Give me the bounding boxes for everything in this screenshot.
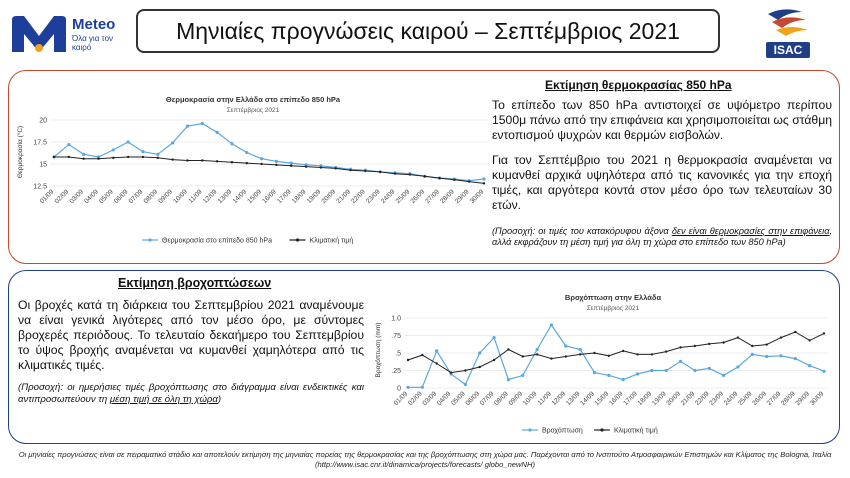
legend-label: Θερμοκρασία στο επίπεδο 850 hPa [162, 237, 272, 245]
y-axis-label: Θερμοκρασία (°C) [17, 125, 24, 179]
data-point [665, 369, 668, 372]
data-point [438, 177, 440, 179]
x-tick-label: 10/09 [172, 188, 189, 206]
x-tick-label: 29/09 [453, 188, 471, 206]
data-point [435, 362, 437, 364]
data-point [708, 343, 710, 345]
data-point [478, 351, 481, 354]
data-point [779, 354, 782, 357]
data-point [245, 151, 248, 154]
x-tick-label: 26/09 [409, 188, 427, 206]
data-point [593, 352, 595, 354]
logo-name: Meteo [72, 16, 116, 33]
data-point [493, 359, 495, 361]
y-tick-label: .25 [391, 368, 401, 375]
x-tick-label: 05/09 [450, 390, 467, 408]
data-point [171, 141, 174, 144]
x-tick-label: 30/09 [468, 188, 486, 206]
x-tick-label: 30/09 [808, 390, 826, 408]
y-tick-label: 1.0 [391, 315, 401, 323]
data-point [68, 156, 70, 158]
data-point [320, 166, 322, 168]
isac-emblem-icon [758, 4, 818, 62]
data-point [536, 353, 538, 355]
data-point [171, 158, 173, 160]
series-line [54, 157, 484, 183]
x-tick-label: 18/09 [290, 188, 308, 206]
data-point [550, 357, 552, 359]
x-tick-label: 23/09 [708, 390, 726, 408]
data-point [141, 150, 144, 153]
legend-label: Βροχόπτωση [542, 427, 583, 435]
x-tick-label: 16/09 [607, 390, 625, 408]
note-underlined-text: μέση τιμή σε όλη τη χώρα [109, 394, 218, 405]
data-point [794, 331, 796, 333]
page-title: Μηνιαίες προγνώσεις καιρού – Σεπτέμβριος 2021 [136, 9, 720, 53]
data-point [482, 177, 485, 180]
data-point [751, 353, 754, 356]
data-point [290, 165, 292, 167]
x-tick-label: 13/09 [564, 390, 582, 408]
data-point [157, 157, 159, 159]
x-tick-label: 05/09 [98, 188, 115, 206]
data-point [464, 383, 467, 386]
data-point [708, 367, 711, 370]
data-point [736, 365, 739, 368]
data-point [468, 180, 470, 182]
data-point [423, 175, 425, 177]
data-point [127, 156, 129, 158]
data-point [97, 158, 99, 160]
note-underlined-text: δεν είναι θερμοκρασίες στην επιφάνεια [671, 226, 830, 236]
x-tick-label: 12/09 [201, 188, 219, 206]
x-tick-label: 19/09 [650, 390, 668, 408]
chart-subtitle: Σεπτέμβριος 2021 [226, 107, 280, 114]
data-point [822, 370, 825, 373]
data-point [464, 369, 466, 371]
data-point [450, 371, 452, 373]
note-text: (Προσοχή: οι ημερήσιες τιμές βροχόπτωσης στο διάγραμμα είναι ενδεικτικές και αντιπροσωπεύουν τη [18, 382, 364, 405]
x-tick-label: 27/09 [765, 390, 783, 408]
data-point [82, 158, 84, 160]
x-tick-label: 02/09 [53, 188, 71, 206]
data-point [823, 332, 825, 334]
data-point [808, 339, 810, 341]
data-point [406, 386, 409, 389]
x-tick-label: 23/09 [364, 188, 382, 206]
x-tick-label: 28/09 [780, 390, 797, 408]
data-point [421, 386, 424, 389]
precipitation-note [18, 382, 364, 406]
chart-title: Βροχόπτωση στην Ελλάδα [564, 293, 662, 302]
logo-tagline: Όλα για τον καιρό [72, 34, 114, 52]
data-point [290, 162, 293, 165]
x-tick-label: 01/09 [38, 188, 56, 206]
x-tick-label: 25/09 [737, 390, 754, 408]
data-point [186, 159, 188, 161]
data-point [765, 343, 767, 345]
data-point [650, 369, 653, 372]
x-tick-label: 03/09 [421, 390, 439, 408]
x-tick-label: 08/09 [493, 390, 510, 408]
data-point [679, 360, 682, 363]
data-point [435, 349, 438, 352]
y-tick-label: 12.5 [33, 183, 47, 191]
data-point [216, 160, 218, 162]
x-tick-label: 24/09 [722, 390, 740, 408]
data-point [335, 167, 337, 169]
data-point [522, 355, 524, 357]
footer-disclaimer: Οι μηνιαίες προγνώσεις είναι σε πειραματικό στάδιο και αποτελούν εκτίμηση της μηνιαίας πορείας της θερμοκρασίας και της βροχόπτωσης στη χώρα μας. Παρέχονται από το Ινστιτούτο Ατμοσφαιρικών Επιστημών και Κλίματος της Bologna, Ιταλία (http://www.isac.cnr.it/dinamica/projects/forecasts/ globo_newNH) [18, 450, 832, 469]
data-point [564, 344, 567, 347]
data-point [201, 122, 204, 125]
data-point [231, 161, 233, 163]
legend-marker [148, 238, 151, 241]
data-point [608, 355, 610, 357]
data-point [186, 125, 189, 128]
note-text: (Προσοχή: οι τιμές του κατακόρυφου άξονα [492, 226, 672, 236]
note-text: ) [217, 394, 222, 405]
x-tick-label: 27/09 [424, 188, 441, 206]
precipitation-paragraph: Οι βροχές κατά τη διάρκεια του Σεπτεμβρίου 2021 αναμένουμε να είναι γενικά λιγότερες από τον μέσο όρο, με σύντομες βροχερές περιόδους. Το τελευταίο δεκαήμερο του Σεπτεμβρίου το ύψος βροχής αναμένεται να κυμανθεί χαμηλότερα από τις κλιματικές τιμές. [18, 298, 364, 372]
data-point [722, 341, 724, 343]
data-point [536, 348, 539, 351]
meteo-m-icon [10, 14, 68, 54]
x-tick-label: 03/09 [68, 188, 86, 206]
temperature-chart [14, 92, 492, 258]
y-tick-label: 17.5 [33, 139, 47, 147]
x-tick-label: 15/09 [593, 390, 611, 408]
x-tick-label: 21/09 [679, 390, 697, 408]
x-tick-label: 01/09 [392, 390, 410, 408]
x-tick-label: 29/09 [794, 390, 812, 408]
x-tick-label: 22/09 [694, 390, 711, 408]
legend-marker [600, 428, 603, 431]
data-point [421, 354, 423, 356]
note-text: , αλλά εκφράζουν τη μέση τιμή για όλη τη χώρα στο επίπεδο των 850 hPa) [492, 226, 832, 247]
legend-label: Κλιματική τιμή [614, 427, 658, 435]
data-point [483, 182, 485, 184]
data-point [349, 169, 351, 171]
temperature-paragraph-1: Το επίπεδο των 850 hPa αντιστοιχεί σε υψόμετρο περίπου 1500μ πάνω από την επιφάνεια και χρησιμοποιείται ως στάθμη εντοπισμού ψυχρών και θερμών εισβολών. [492, 98, 832, 142]
x-tick-label: 09/09 [157, 188, 175, 206]
data-point [246, 162, 248, 164]
data-point [780, 336, 782, 338]
data-point [607, 374, 610, 377]
x-tick-label: 14/09 [231, 188, 249, 206]
data-point [409, 173, 411, 175]
x-tick-label: 06/09 [112, 188, 130, 206]
isac-logo [758, 4, 818, 62]
data-point [305, 165, 307, 167]
legend-label: Κλιματική τιμή [309, 237, 354, 245]
data-point [579, 353, 581, 355]
data-point [636, 372, 639, 375]
x-tick-label: 20/09 [665, 390, 682, 408]
chart-subtitle: Σεπτέμβριος 2021 [586, 305, 640, 312]
legend-marker [296, 238, 299, 241]
isac-logo-text: ISAC [773, 43, 803, 57]
series-line [408, 325, 824, 387]
data-point [651, 353, 653, 355]
data-point [521, 374, 524, 377]
data-point [579, 348, 582, 351]
data-point [156, 153, 159, 156]
x-tick-label: 11/09 [536, 390, 553, 407]
legend-marker [528, 428, 531, 431]
data-point [593, 371, 596, 374]
data-point [679, 346, 681, 348]
x-tick-label: 07/09 [127, 188, 145, 206]
x-tick-label: 25/09 [394, 188, 412, 206]
data-point [622, 378, 625, 381]
y-tick-label: 15 [39, 161, 47, 169]
x-tick-label: 13/09 [216, 188, 234, 206]
meteo-logo [10, 12, 130, 58]
x-tick-label: 14/09 [579, 390, 596, 408]
data-point [565, 355, 567, 357]
data-point [665, 350, 667, 352]
data-point [260, 163, 262, 165]
data-point [230, 142, 233, 145]
series-line [54, 124, 484, 181]
data-point [201, 159, 203, 161]
data-point [453, 179, 455, 181]
data-point [142, 156, 144, 158]
x-tick-label: 06/09 [464, 390, 482, 408]
data-point [364, 170, 366, 172]
data-point [694, 345, 696, 347]
data-point [794, 357, 797, 360]
x-tick-label: 11/09 [187, 188, 204, 205]
data-point [693, 369, 696, 372]
x-tick-label: 20/09 [320, 188, 338, 206]
precipitation-chart [372, 290, 834, 440]
series-line [408, 332, 824, 373]
data-point [550, 323, 553, 326]
x-tick-label: 02/09 [407, 390, 424, 408]
y-axis-label: Βροχόπτωση (mm) [375, 322, 382, 378]
y-tick-label: 0 [397, 385, 401, 393]
data-point [636, 353, 638, 355]
precipitation-section-title: Εκτίμηση βροχοπτώσεων [118, 276, 272, 290]
data-point [751, 345, 753, 347]
x-tick-label: 12/09 [550, 390, 568, 408]
data-point [53, 156, 55, 158]
data-point [112, 157, 114, 159]
x-tick-label: 19/09 [305, 188, 323, 206]
data-point [275, 160, 278, 163]
x-tick-label: 04/09 [83, 188, 100, 206]
data-point [275, 164, 277, 166]
y-tick-label: 20 [39, 117, 47, 125]
data-point [737, 336, 739, 338]
x-tick-label: 28/09 [439, 188, 456, 206]
data-point [379, 171, 381, 173]
x-tick-label: 15/09 [246, 188, 264, 206]
data-point [507, 348, 509, 350]
data-point [407, 359, 409, 361]
data-point [67, 143, 70, 146]
x-tick-label: 26/09 [751, 390, 769, 408]
temperature-paragraph-2: Για τον Σεπτέμβριο του 2021 η θερμοκρασία αναμένεται να κυμανθεί αρχικά υψηλότερα από τις κανονικές για την εποχή τιμές, και αργότερα κοντά στον μέσο όρο των τελευταίων 30 ετών. [492, 153, 832, 212]
x-tick-label: 21/09 [335, 188, 352, 206]
data-point [765, 355, 768, 358]
data-point [507, 378, 510, 381]
data-point [216, 131, 219, 134]
x-tick-label: 08/09 [142, 188, 160, 206]
x-tick-label: 10/09 [521, 390, 539, 408]
x-tick-label: 07/09 [478, 390, 496, 408]
data-point [260, 157, 263, 160]
data-point [722, 374, 725, 377]
x-tick-label: 24/09 [379, 188, 397, 206]
x-tick-label: 17/09 [276, 188, 293, 206]
y-tick-label: .75 [391, 333, 401, 340]
data-point [808, 364, 811, 367]
x-tick-label: 18/09 [636, 390, 654, 408]
x-tick-label: 22/09 [350, 188, 367, 206]
data-point [622, 350, 624, 352]
x-tick-label: 16/09 [261, 188, 278, 206]
temperature-section-title: Εκτίμηση θερμοκρασίας 850 hPa [545, 78, 732, 92]
chart-title: Θερμοκρασία στην Ελλάδα στο επίπεδο 850 hPa [165, 95, 341, 104]
data-point [112, 148, 115, 151]
data-point [492, 336, 495, 339]
x-tick-label: 17/09 [622, 390, 639, 408]
x-tick-label: 09/09 [507, 390, 525, 408]
data-point [394, 172, 396, 174]
data-point [82, 153, 85, 156]
data-point [479, 366, 481, 368]
data-point [127, 140, 130, 143]
x-tick-label: 04/09 [435, 390, 453, 408]
temperature-text [492, 98, 832, 223]
y-tick-label: .5 [395, 350, 401, 358]
temperature-note [492, 226, 832, 248]
